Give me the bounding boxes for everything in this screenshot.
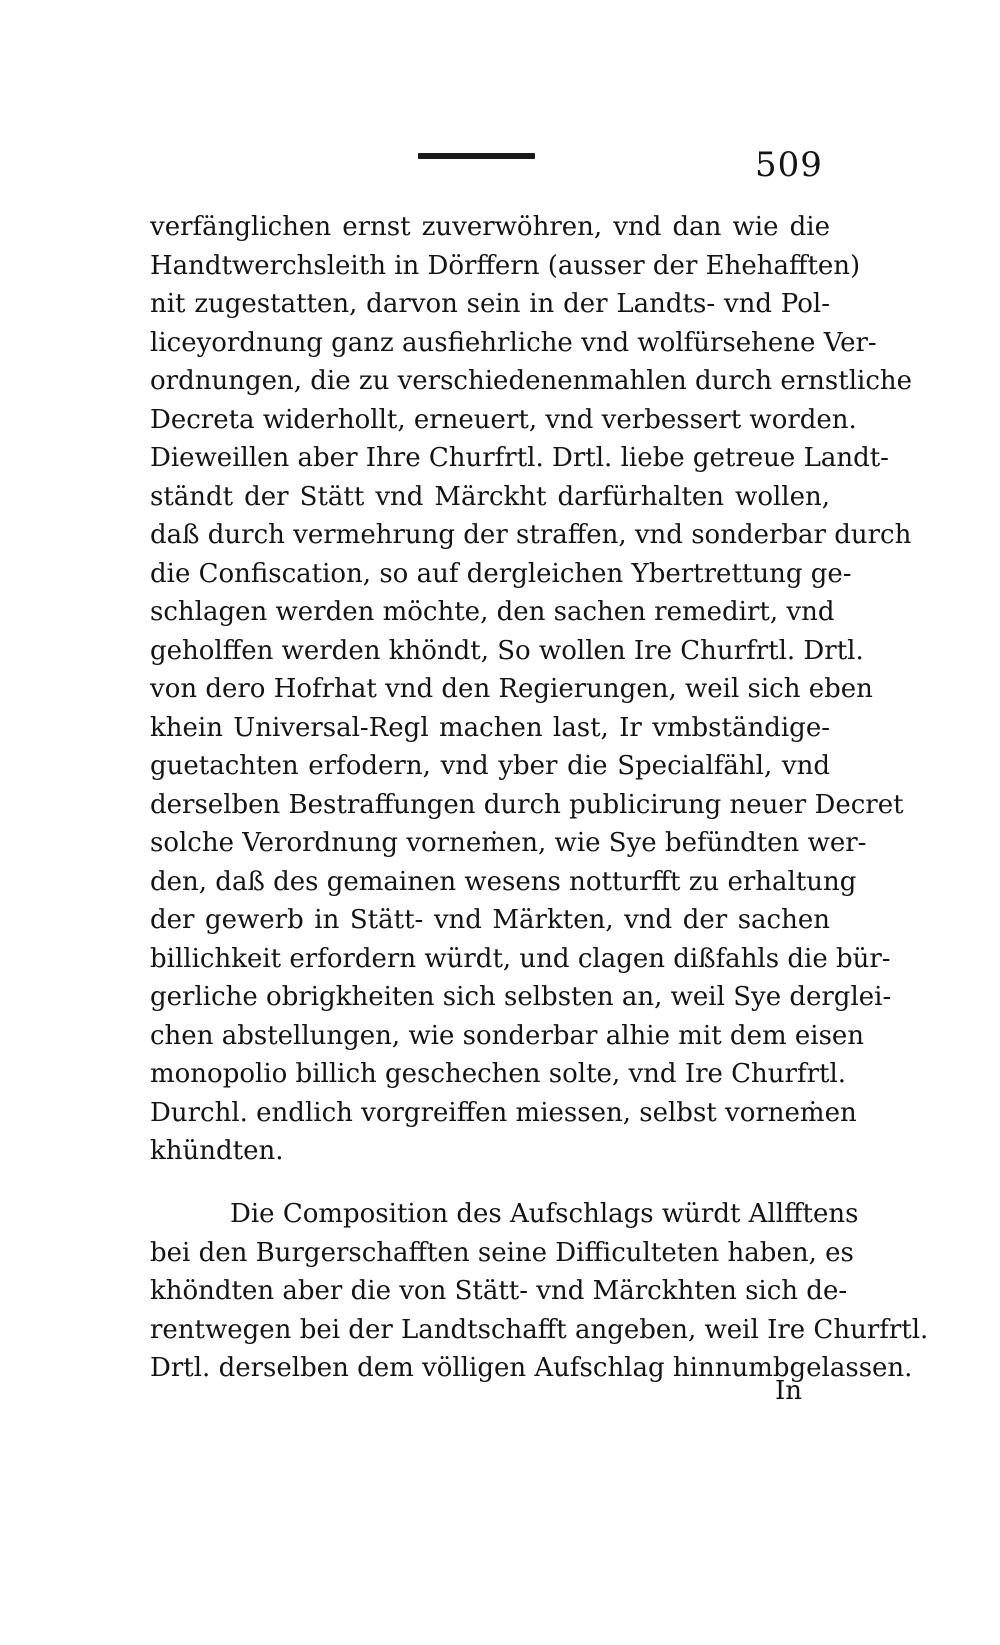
text-line: nit zugestatten, darvon sein in der Landts- vnd Pol- bbox=[150, 289, 830, 319]
page-number: 509 bbox=[755, 145, 823, 185]
text-line: von dero Hofrhat vnd den Regierungen, weil sich eben bbox=[150, 674, 873, 704]
text-line: khöndten aber die von Stätt- vnd Märckhten sich de- bbox=[150, 1276, 848, 1306]
catchword: In bbox=[775, 1376, 803, 1406]
text-line: bei den Burgerschafften seine Difficulteten haben, es bbox=[150, 1237, 854, 1268]
text-line: der gewerb in Stätt- vnd Märkten, vnd der sachen bbox=[150, 905, 830, 935]
text-line: khündten. bbox=[150, 1136, 284, 1166]
text-line: Die Composition des Aufschlags würdt Allfftens bbox=[230, 1199, 859, 1229]
text-line: Handtwerchsleith in Dörffern (ausser der Ehehafften) bbox=[150, 250, 861, 281]
text-line: gerliche obrigkheiten sich selbsten an, weil Sye derglei- bbox=[150, 982, 892, 1012]
text-line: Durchl. endlich vorgreiffen miessen, selbst vorneṁen bbox=[150, 1097, 857, 1128]
text-line: ordnungen, die zu verschiedenenmahlen durch ernstliche bbox=[150, 366, 913, 396]
text-line: billichkeit erfordern würdt, und clagen dißfahls die bür- bbox=[150, 943, 891, 974]
text-line: monopolio billich geschechen solte, vnd Ire Churfrtl. bbox=[150, 1059, 847, 1089]
text-line: verfänglichen ernst zuverwöhren, vnd dan wie die bbox=[150, 212, 830, 242]
text-line: Dieweillen aber Ihre Churfrtl. Drtl. liebe getreue Landt- bbox=[150, 443, 889, 473]
text-line: ständt der Stätt vnd Märckht darfürhalten wollen, bbox=[150, 481, 830, 512]
paragraph-1 bbox=[150, 208, 913, 1171]
text-line: schlagen werden möchte, den sachen remedirt, vnd bbox=[150, 597, 835, 627]
text-line: daß durch vermehrung der straffen, vnd sonderbar durch bbox=[150, 520, 912, 550]
text-line: Decreta widerhollt, erneuert, vnd verbessert worden. bbox=[150, 404, 857, 435]
text-line: derselben Bestraffungen durch publicirung neuer Decret bbox=[150, 789, 904, 820]
text-line: rentwegen bei der Landtschafft angeben, weil Ire Churfrtl. bbox=[150, 1314, 929, 1345]
text-line: khein Universal-Regl machen last, Ir vmbständige- bbox=[150, 712, 830, 743]
text-line: chen abstellungen, wie sonderbar alhie mit dem eisen bbox=[150, 1020, 865, 1051]
text-line: die Confiscation, so auf dergleichen Ybertrettung ge- bbox=[150, 558, 852, 589]
paragraph-2 bbox=[150, 1195, 929, 1388]
text-line: geholffen werden khöndt, So wollen Ire Churfrtl. Drtl. bbox=[150, 635, 864, 666]
text-line: den, daß des gemainen wesens notturfft zu erhaltung bbox=[150, 866, 857, 897]
text-line: solche Verordnung vorneṁen, wie Sye befündten wer- bbox=[150, 828, 867, 858]
text-line: Drtl. derselben dem völligen Aufschlag hinnumbgelassen. bbox=[150, 1353, 913, 1383]
header-rule bbox=[418, 153, 535, 159]
text-line: guetachten erfodern, vnd yber die Specialfähl, vnd bbox=[150, 751, 830, 781]
text-line: liceyordnung ganz ausfiehrliche vnd wolfürsehene Ver- bbox=[150, 327, 877, 358]
